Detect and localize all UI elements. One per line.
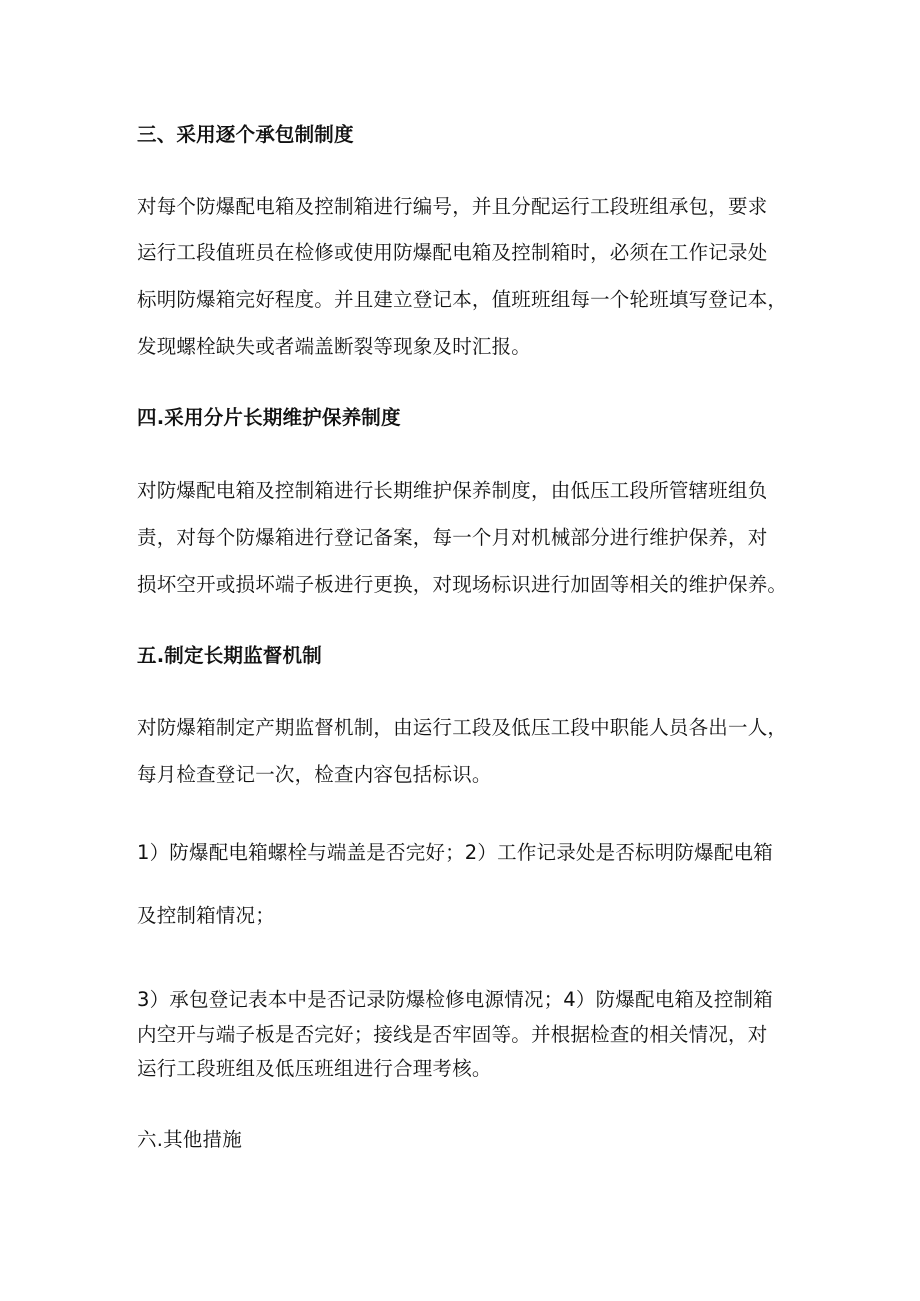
section-4-text-line-2: 责，对每个防爆箱进行登记备案，每一个月对机械部分进行维护保养，对 [137, 526, 768, 549]
section-3-text-line-3: 标明防爆箱完好程度。并且建立登记本，值班班组每一个轮班填写登记本， [137, 288, 788, 311]
section-3-text-line-4: 发现螺栓缺失或者端盖断裂等现象及时汇报。 [137, 335, 532, 358]
section-4-text-line-1: 对防爆配电箱及控制箱进行长期维护保养制度，由低压工段所管辖班组负 [137, 479, 768, 502]
check-item-1-line-2: 及控制箱情况； [137, 904, 275, 927]
section-5-text-line-1: 对防爆箱制定产期监督机制，由运行工段及低压工段中职能人员各出一人， [137, 716, 788, 739]
section-3-heading: 三、采用逐个承包制制度 [137, 123, 354, 146]
section-4-heading: 四.采用分片长期维护保养制度 [137, 406, 401, 429]
check-item-2-line-2: 内空开与端子板是否完好；接线是否牢固等。并根据检查的相关情况，对 [137, 1023, 768, 1046]
section-5-text-line-2: 每月检查登记一次，检查内容包括标识。 [137, 763, 492, 786]
check-item-1-line-1: 1）防爆配电箱螺栓与端盖是否完好；2）工作记录处是否标明防爆配电箱 [137, 841, 773, 864]
section-4-text-line-3: 损坏空开或损坏端子板进行更换，对现场标识进行加固等相关的维护保养。 [137, 573, 788, 596]
section-5-heading: 五.制定长期监督机制 [137, 644, 322, 667]
section-3-text-line-2: 运行工段值班员在检修或使用防爆配电箱及控制箱时，必须在工作记录处 [137, 241, 768, 264]
check-item-2-line-3: 运行工段班组及低压班组进行合理考核。 [137, 1057, 492, 1080]
section-3-text-line-1: 对每个防爆配电箱及控制箱进行编号，并且分配运行工段班组承包，要求 [137, 195, 768, 218]
section-6-heading: 六.其他措施 [137, 1128, 242, 1151]
check-item-2-line-1: 3）承包登记表本中是否记录防爆检修电源情况；4）防爆配电箱及控制箱 [137, 988, 773, 1011]
